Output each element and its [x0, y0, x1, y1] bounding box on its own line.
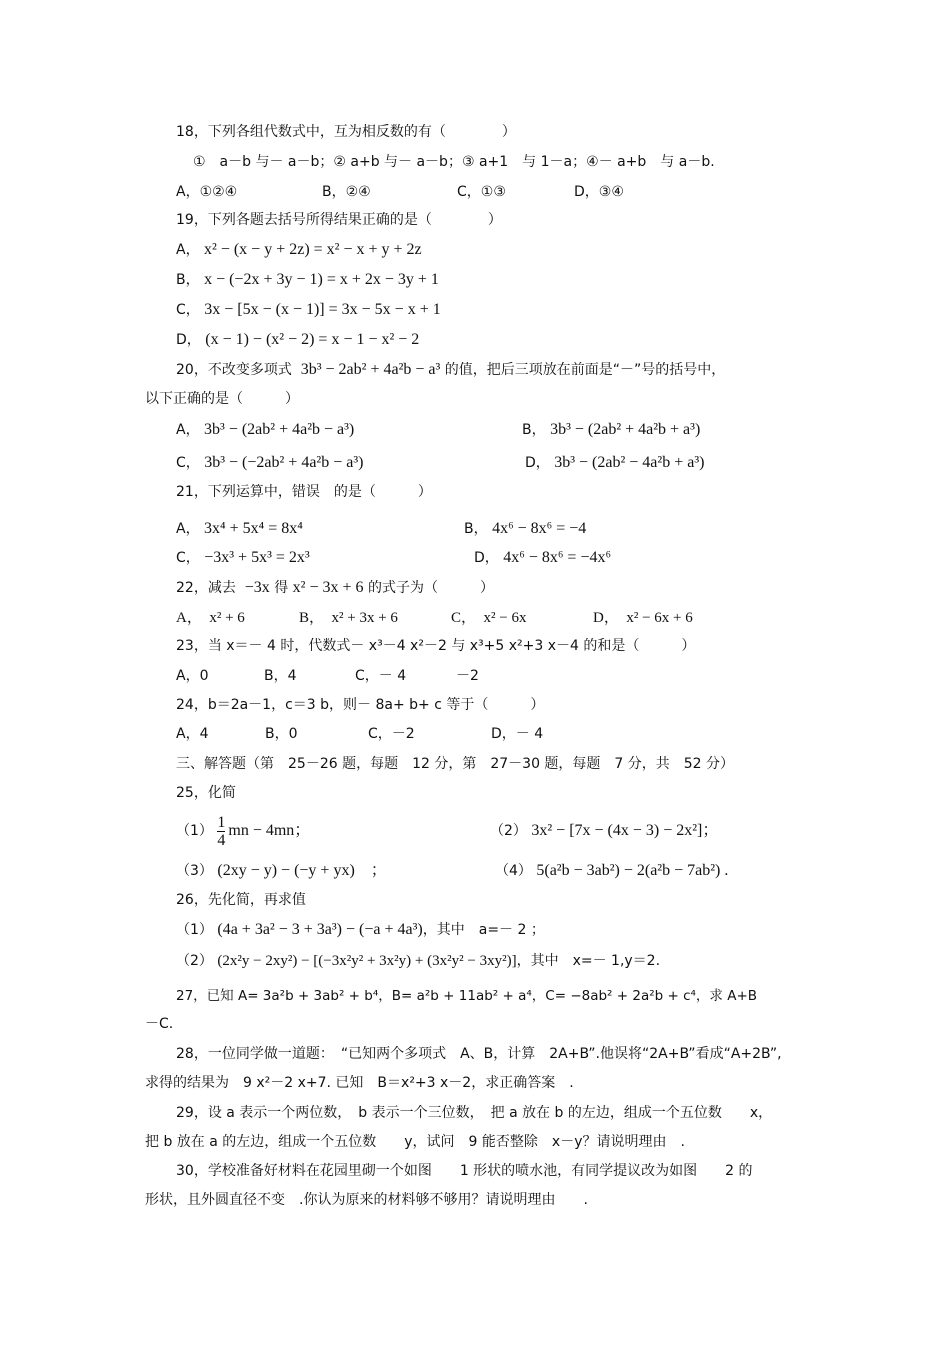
q23-option-a: A，0	[176, 668, 209, 684]
q26-stem: 26，先化简，再求值	[176, 892, 306, 908]
q25-part-1: （1） $\frac{1}{4}$ mn − 4mn；	[176, 813, 311, 849]
q26-part-2: （2） (2x²y − 2xy²) − [(−3x²y² + 3x²y) + (3x²y² − 3xy²)]，其中 x=－ 1,y＝2.	[176, 953, 661, 969]
q19-b-expression: x − (−2x + 3y − 1) = x + 2x − 3y + 1	[204, 271, 439, 288]
q21-option-c: C， −3x³ + 5x³ = 2x³	[176, 549, 310, 566]
q19-a-expression: x² − (x − y + 2z) = x² − x + y + 2z	[204, 241, 422, 258]
q24-option-c: C，－2	[368, 726, 415, 742]
q18-stem: 18，下列各组代数式中，互为相反数的有（ ）	[176, 124, 516, 140]
q29-line-1: 29，设 a 表示一个两位数， b 表示一个三位数， 把 a 放在 b 的左边，组成一个五位数 x，	[176, 1105, 773, 1121]
q21-option-d: D， 4x⁶ − 8x⁶ = −4x⁶	[474, 549, 612, 566]
q22-option-b: B， x² + 3x + 6	[299, 610, 398, 626]
q19-option-a: A， x² − (x − y + 2z) = x² − x + y + 2z	[176, 241, 422, 258]
q30-line-1: 30，学校准备好材料在花园里砌一个如图 1 形状的喷水池，有同学提议改为如图 2 的	[176, 1163, 753, 1179]
q19-option-c: C， 3x − [5x − (x − 1)] = 3x − 5x − x + 1	[176, 301, 441, 318]
q20-stem-continued: 以下正确的是（ ）	[145, 391, 299, 407]
q23-option-b: B，4	[264, 668, 297, 684]
q22-option-d: D， x² − 6x + 6	[593, 610, 693, 626]
q19-d-expression: (x − 1) − (x² − 2) = x − 1 − x² − 2	[205, 331, 420, 348]
q28-line-2: 求得的结果为 9 x²－2 x+7. 已知 B＝x²+3 x－2，求正确答案 .	[145, 1075, 574, 1091]
q18-options-line: ① a－b 与－ a－b；② a+b 与－ a－b；③ a+1 与 1－a；④－ a+b 与 a－b.	[193, 154, 715, 170]
q30-line-2: 形状，且外圆直径不变 .你认为原来的材料够不够用？请说明理由 .	[145, 1192, 588, 1208]
q23-option-d: －2	[456, 668, 479, 684]
q25-part-4: （4） 5(a²b − 3ab²) − 2(a²b − 7ab²) .	[495, 862, 729, 879]
q20-polynomial: 3b³ − 2ab² + 4a²b − a³	[300, 361, 441, 378]
q20-option-d: D， 3b³ − (2ab² − 4a²b + a³)	[525, 454, 705, 471]
q28-line-1: 28，一位同学做一道题： “已知两个多项式 A、B，计算 2A+B”.他误将“2A+B”看成“A+2B”,	[176, 1046, 782, 1062]
q18-option-d: D，③④	[574, 184, 624, 200]
q18-option-b: B，②④	[322, 184, 371, 200]
q27-text: 27，已知 A= 3a²b + 3ab² + b⁴，B= a²b + 11ab² + a⁴，C= −8ab² + 2a²b + c⁴，求 A+B	[176, 988, 758, 1004]
q22-stem: 22，减去 −3x 得 x² − 3x + 6 的式子为（ ）	[176, 579, 494, 596]
q25-part-2: （2） 3x² − [7x − (4x − 3) − 2x²]；	[490, 822, 719, 839]
q27-text-continued: －C.	[145, 1016, 174, 1032]
q18-option-a: A，①②④	[176, 184, 238, 200]
q21-stem: 21，下列运算中，错误 的是（ ）	[176, 484, 432, 500]
q24-option-b: B，0	[265, 726, 298, 742]
q23-option-c: C，－ 4	[355, 668, 407, 684]
q21-option-a: A， 3x⁴ + 5x⁴ = 8x⁴	[176, 520, 303, 537]
q19-option-d: D， (x − 1) − (x² − 2) = x − 1 − x² − 2	[176, 331, 420, 348]
q26-part-1: （1） (4a + 3a² − 3 + 3a³) − (−a + 4a³)，其中 a=－ 2 ；	[176, 921, 545, 938]
q23-stem: 23，当 x＝－ 4 时，代数式－ x³－4 x²－2 与 x³+5 x²+3 x－4 的和是（ ）	[176, 638, 696, 654]
q20-option-b: B， 3b³ − (2ab² + 4a²b + a³)	[522, 421, 701, 438]
q25-part-3: （3） (2xy − y) − (−y + yx) ；	[176, 862, 387, 879]
q19-stem: 19，下列各题去括号所得结果正确的是（ ）	[176, 212, 502, 228]
section-heading: 三、解答题（第 25－26 题，每题 12 分，第 27－30 题，每题 7 分，共 52 分）	[176, 756, 735, 772]
q22-option-c: C， x² − 6x	[451, 610, 527, 626]
q24-option-d: D，－ 4	[491, 726, 544, 742]
q29-line-2: 把 b 放在 a 的左边，组成一个五位数 y，试问 9 能否整除 x－y？请说明理由 .	[145, 1134, 685, 1150]
q21-option-b: B， 4x⁶ − 8x⁶ = −4	[464, 520, 587, 537]
q24-option-a: A，4	[176, 726, 209, 742]
q20-option-a: A， 3b³ − (2ab² + 4a²b − a³)	[176, 421, 355, 438]
q18-option-c: C，①③	[457, 184, 506, 200]
q22-option-a: A， x² + 6	[176, 610, 245, 626]
q25-stem: 25，化简	[176, 785, 236, 801]
q24-stem: 24，b＝2a－1，c＝3 b，则－ 8a+ b+ c 等于（ ）	[176, 697, 545, 713]
q19-c-expression: 3x − [5x − (x − 1)] = 3x − 5x − x + 1	[204, 301, 441, 318]
q20-stem: 20，不改变多项式 3b³ − 2ab² + 4a²b − a³ 的值，把后三项放在前面是“－”号的括号中，	[176, 361, 726, 378]
q20-option-c: C， 3b³ − (−2ab² + 4a²b − a³)	[176, 454, 364, 471]
q19-option-b: B， x − (−2x + 3y − 1) = x + 2x − 3y + 1	[176, 271, 439, 288]
fraction: $\frac{1}{4}$	[217, 813, 226, 849]
